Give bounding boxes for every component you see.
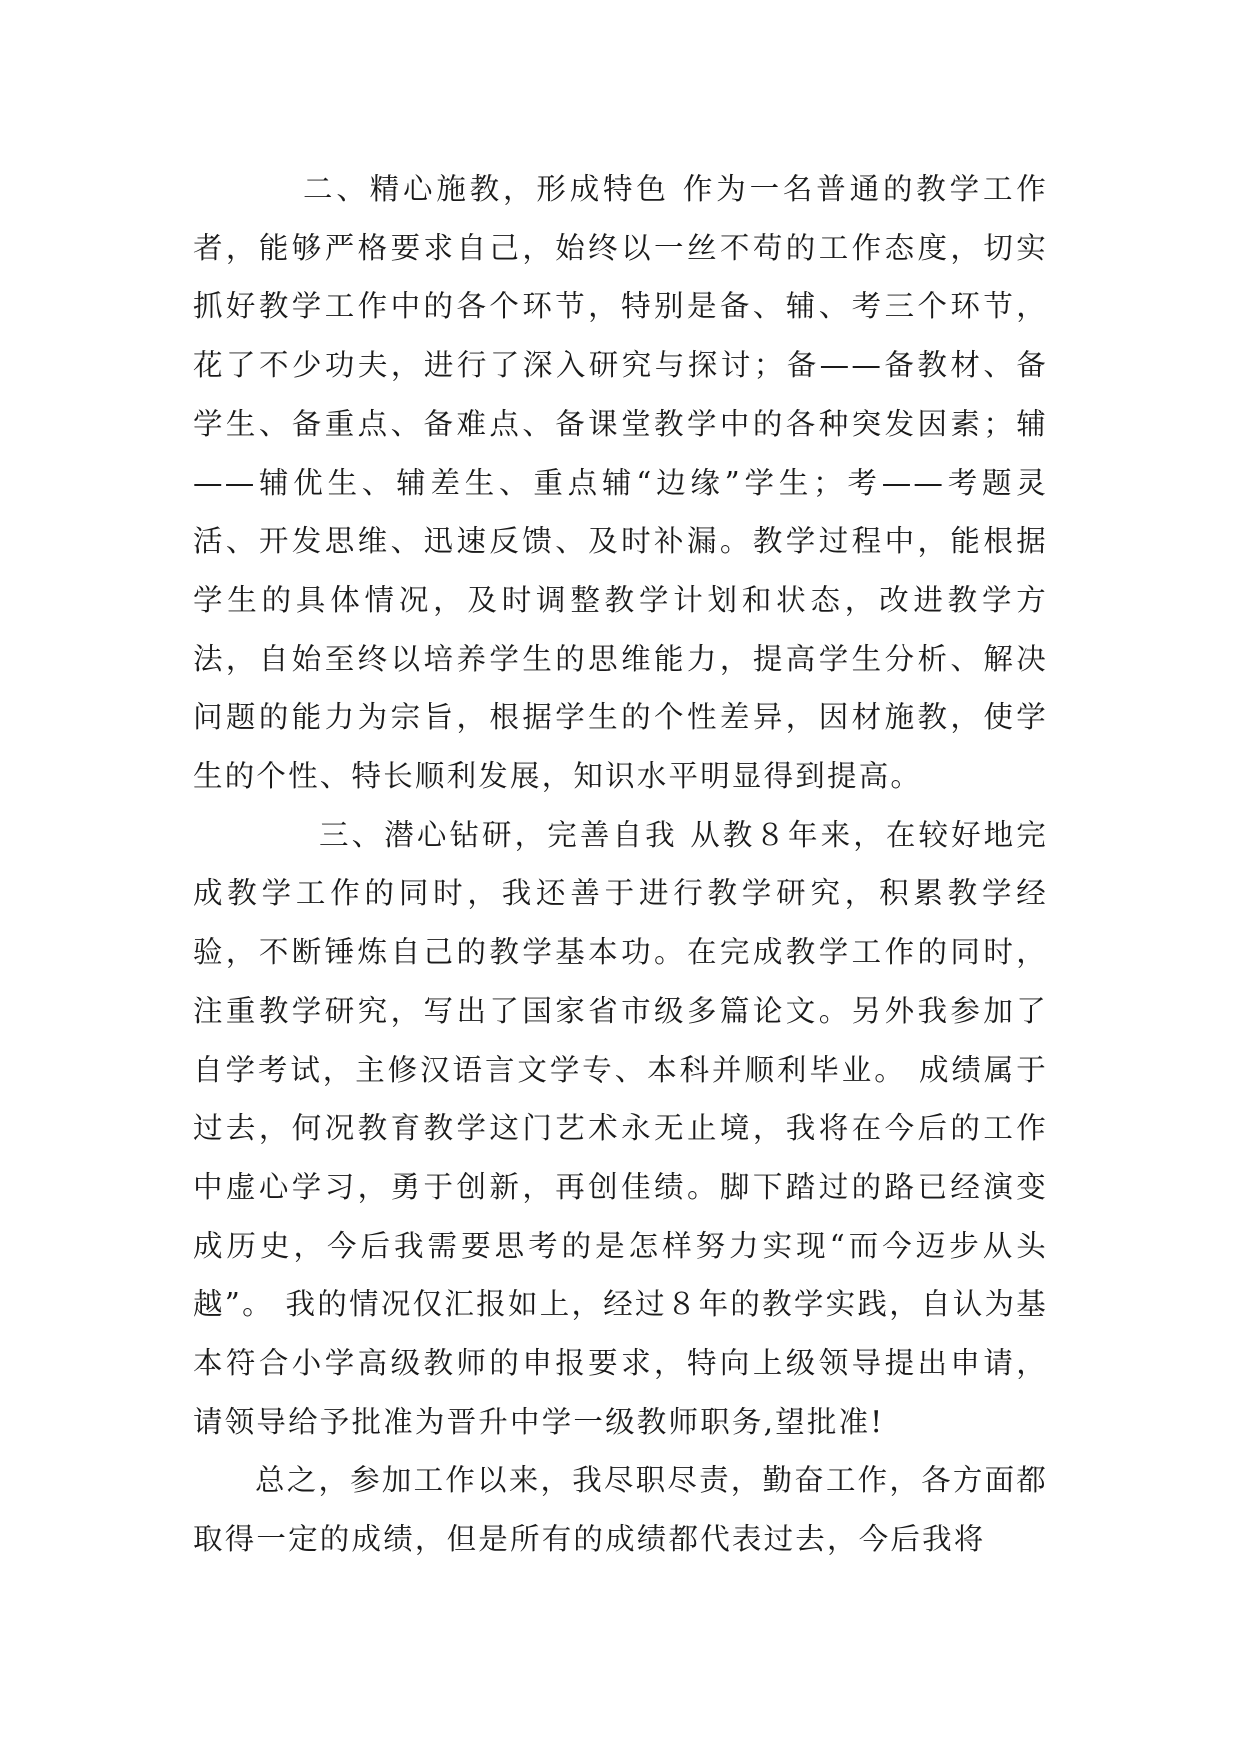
paragraph-summary: 总之，参加工作以来，我尽职尽责，勤奋工作，各方面都取得一定的成绩，但是所有的成绩都代表过去，今后我将 (193, 1463, 1048, 1557)
document-body (193, 160, 1048, 1569)
paragraph-teaching-features: 二、精心施教，形成特色 作为一名普通的教学工作者，能够严格要求自己，始终以一丝不苟的工作态度，切实抓好教学工作中的各个环节，特别是备、辅、考三个环节，花了不少功夫，进行了深入研究与探讨；备——备教材、备学生、备重点、备难点、备课堂教学中的各种突发因素；辅——辅优生、辅差生、重点辅“边缘”学生；考——考题灵活、开发思维、迅速反馈、及时补漏。教学过程中，能根据学生的具体情况，及时调整教学计划和状态，改进教学方法，自始至终以培养学生的思维能力，提高学生分析、解决问题的能力为宗旨，根据学生的个性差异，因材施教，使学生的个性、特长顺利发展，知识水平明显得到提高。 (193, 172, 1048, 794)
paragraph-research-self-improvement: 三、潜心钻研，完善自我 从教８年来，在较好地完成教学工作的同时，我还善于进行教学研究，积累教学经验，不断锤炼自己的教学基本功。在完成教学工作的同时，注重教学研究，写出了国家省市级多篇论文。另外我参加了自学考试，主修汉语言文学专、本科并顺利毕业。 成绩属于过去，何况教育教学这门艺术永无止境，我将在今后的工作中虚心学习，勇于创新，再创佳绩。脚下踏过的路已经演变成历史，今后我需要思考的是怎样努力实现“而今迈步从头越”。 我的情况仅汇报如上，经过８年的教学实践，自认为基本符合小学高级教师的申报要求，特向上级领导提出申请，请领导给予批准为晋升中学一级教师职务,望批准! (193, 817, 1048, 1439)
